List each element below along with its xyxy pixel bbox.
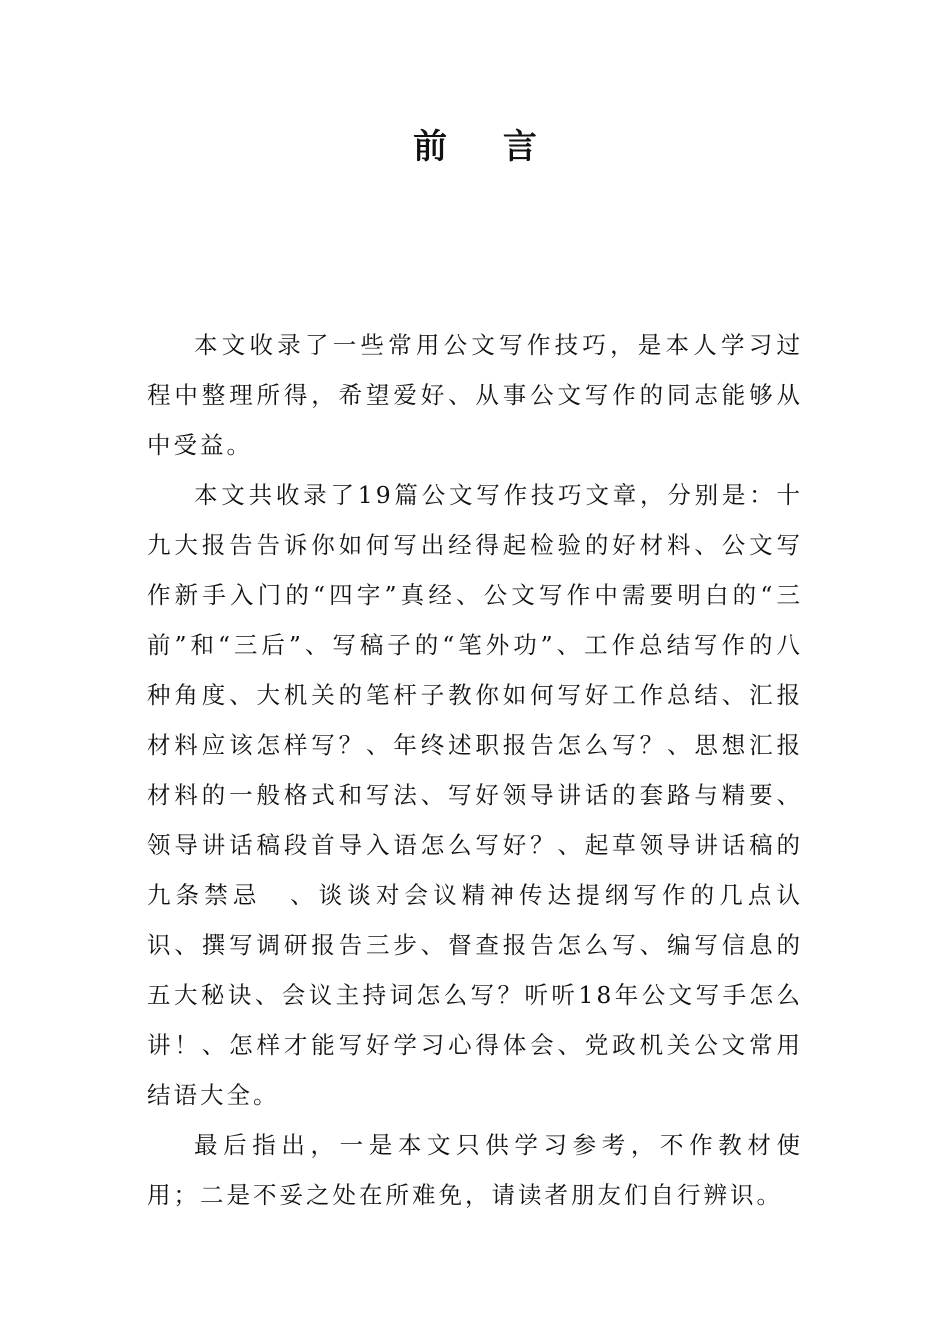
document-body xyxy=(147,320,803,1220)
paragraph-intro: 本文收录了一些常用公文写作技巧，是本人学习过程中整理所得，希望爱好、从事公文写作的同志能够从中受益。 xyxy=(147,331,803,459)
paragraph-article-list: 本文共收录了19篇公文写作技巧文章，分别是：十九大报告告诉你如何写出经得起检验的好材料、公文写作新手入门的“四字”真经、公文写作中需要明白的“三前”和“三后”、写稿子的“笔外功”、工作总结写作的八种角度、大机关的笔杆子教你如何写好工作总结、汇报材料应该怎样写？、年终述职报告怎么写？、思想汇报材料的一般格式和写法、写好领导讲话的套路与精要、领导讲话稿段首导入语怎么写好？、起草领导讲话稿的九条禁忌 、谈谈对会议精神传达提纲写作的几点认识、撰写调研报告三步、督查报告怎么写、编写信息的五大秘诀、会议主持词怎么写？听听18年公文写手怎么讲！、怎样才能写好学习心得体会、党政机关公文常用结语大全。 xyxy=(147,481,803,1109)
page-title: 前 言 xyxy=(413,127,559,167)
paragraph-closing: 最后指出，一是本文只供学习参考，不作教材使用；二是不妥之处在所难免，请读者朋友们自行辨识。 xyxy=(147,1131,803,1209)
